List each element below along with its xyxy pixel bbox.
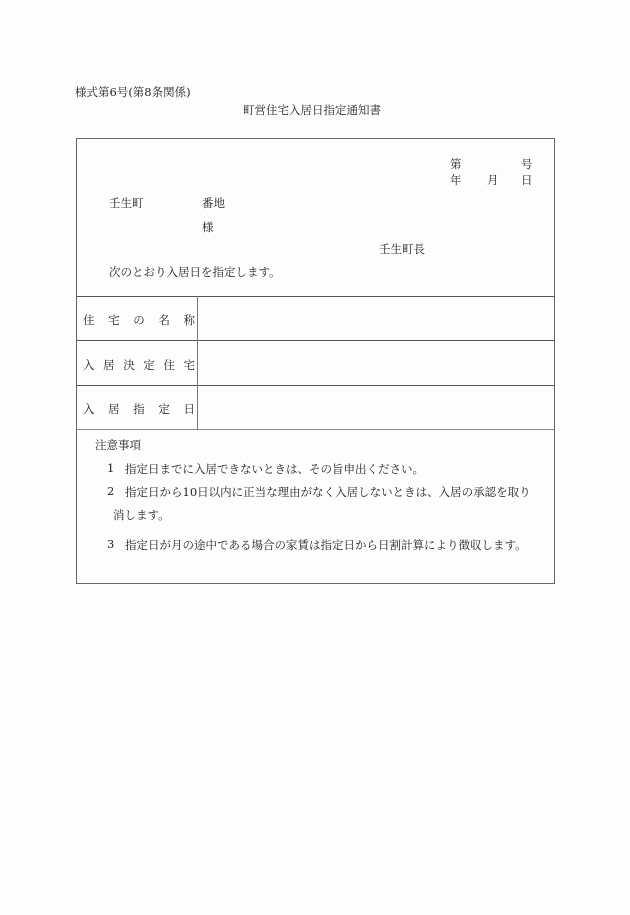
form-frame [76,138,555,584]
note-number: 1 [107,461,115,475]
note-number: 2 [107,484,115,498]
column-divider [197,296,198,429]
label-char: 入 [83,402,95,416]
address-banchi: 番地 [202,196,225,210]
label-char: 宅 [108,313,120,327]
date-month: 月 [487,173,499,187]
note-number: 3 [107,537,115,551]
issuer: 壬生町長 [379,242,425,256]
label-char: 居 [108,402,120,416]
housing-name-field[interactable] [201,304,551,334]
label-char: 入 [83,358,95,372]
divider [77,340,554,341]
label-char: 名 [158,313,170,327]
row-label-move-in-date [83,401,195,417]
note-text: 指定日から10日以内に正当な理由がなく入居しないときは、入居の承認を取り [125,485,531,499]
statement: 次のとおり入居日を指定します。 [109,265,281,279]
label-char: 指 [133,402,145,416]
label-char: 宅 [183,358,195,372]
note-text: 指定日が月の途中である場合の家賃は指定日から日割計算により徴収します。 [125,538,527,552]
number-prefix: 第 [450,157,462,171]
label-char: 居 [103,358,115,372]
label-char: 日 [183,402,195,416]
divider [77,296,554,297]
label-char: 決 [123,358,135,372]
label-char: 称 [183,313,195,327]
date-year: 年 [450,173,462,187]
row-label-decided-housing [83,357,195,373]
recipient-honorific: 様 [202,220,214,234]
row-label-housing-name [83,312,195,328]
date-day: 日 [521,173,533,187]
label-char: 住 [83,313,95,327]
label-char: の [133,313,145,327]
note-text: 指定日までに入居できないときは、その旨申出ください。 [125,462,424,476]
note-text-continued: 消します。 [113,508,170,522]
label-char: 定 [158,402,170,416]
form-number: 様式第6号(第8条関係) [75,85,191,99]
document-title: 町営住宅入居日指定通知書 [243,103,381,117]
divider [77,429,554,430]
label-char: 定 [143,358,155,372]
number-suffix: 号 [521,157,533,171]
decided-housing-field[interactable] [201,348,551,378]
move-in-date-field[interactable] [201,393,551,423]
notes-heading: 注意事項 [95,438,141,452]
address-town: 壬生町 [109,196,144,210]
divider [77,385,554,386]
label-char: 住 [163,358,175,372]
